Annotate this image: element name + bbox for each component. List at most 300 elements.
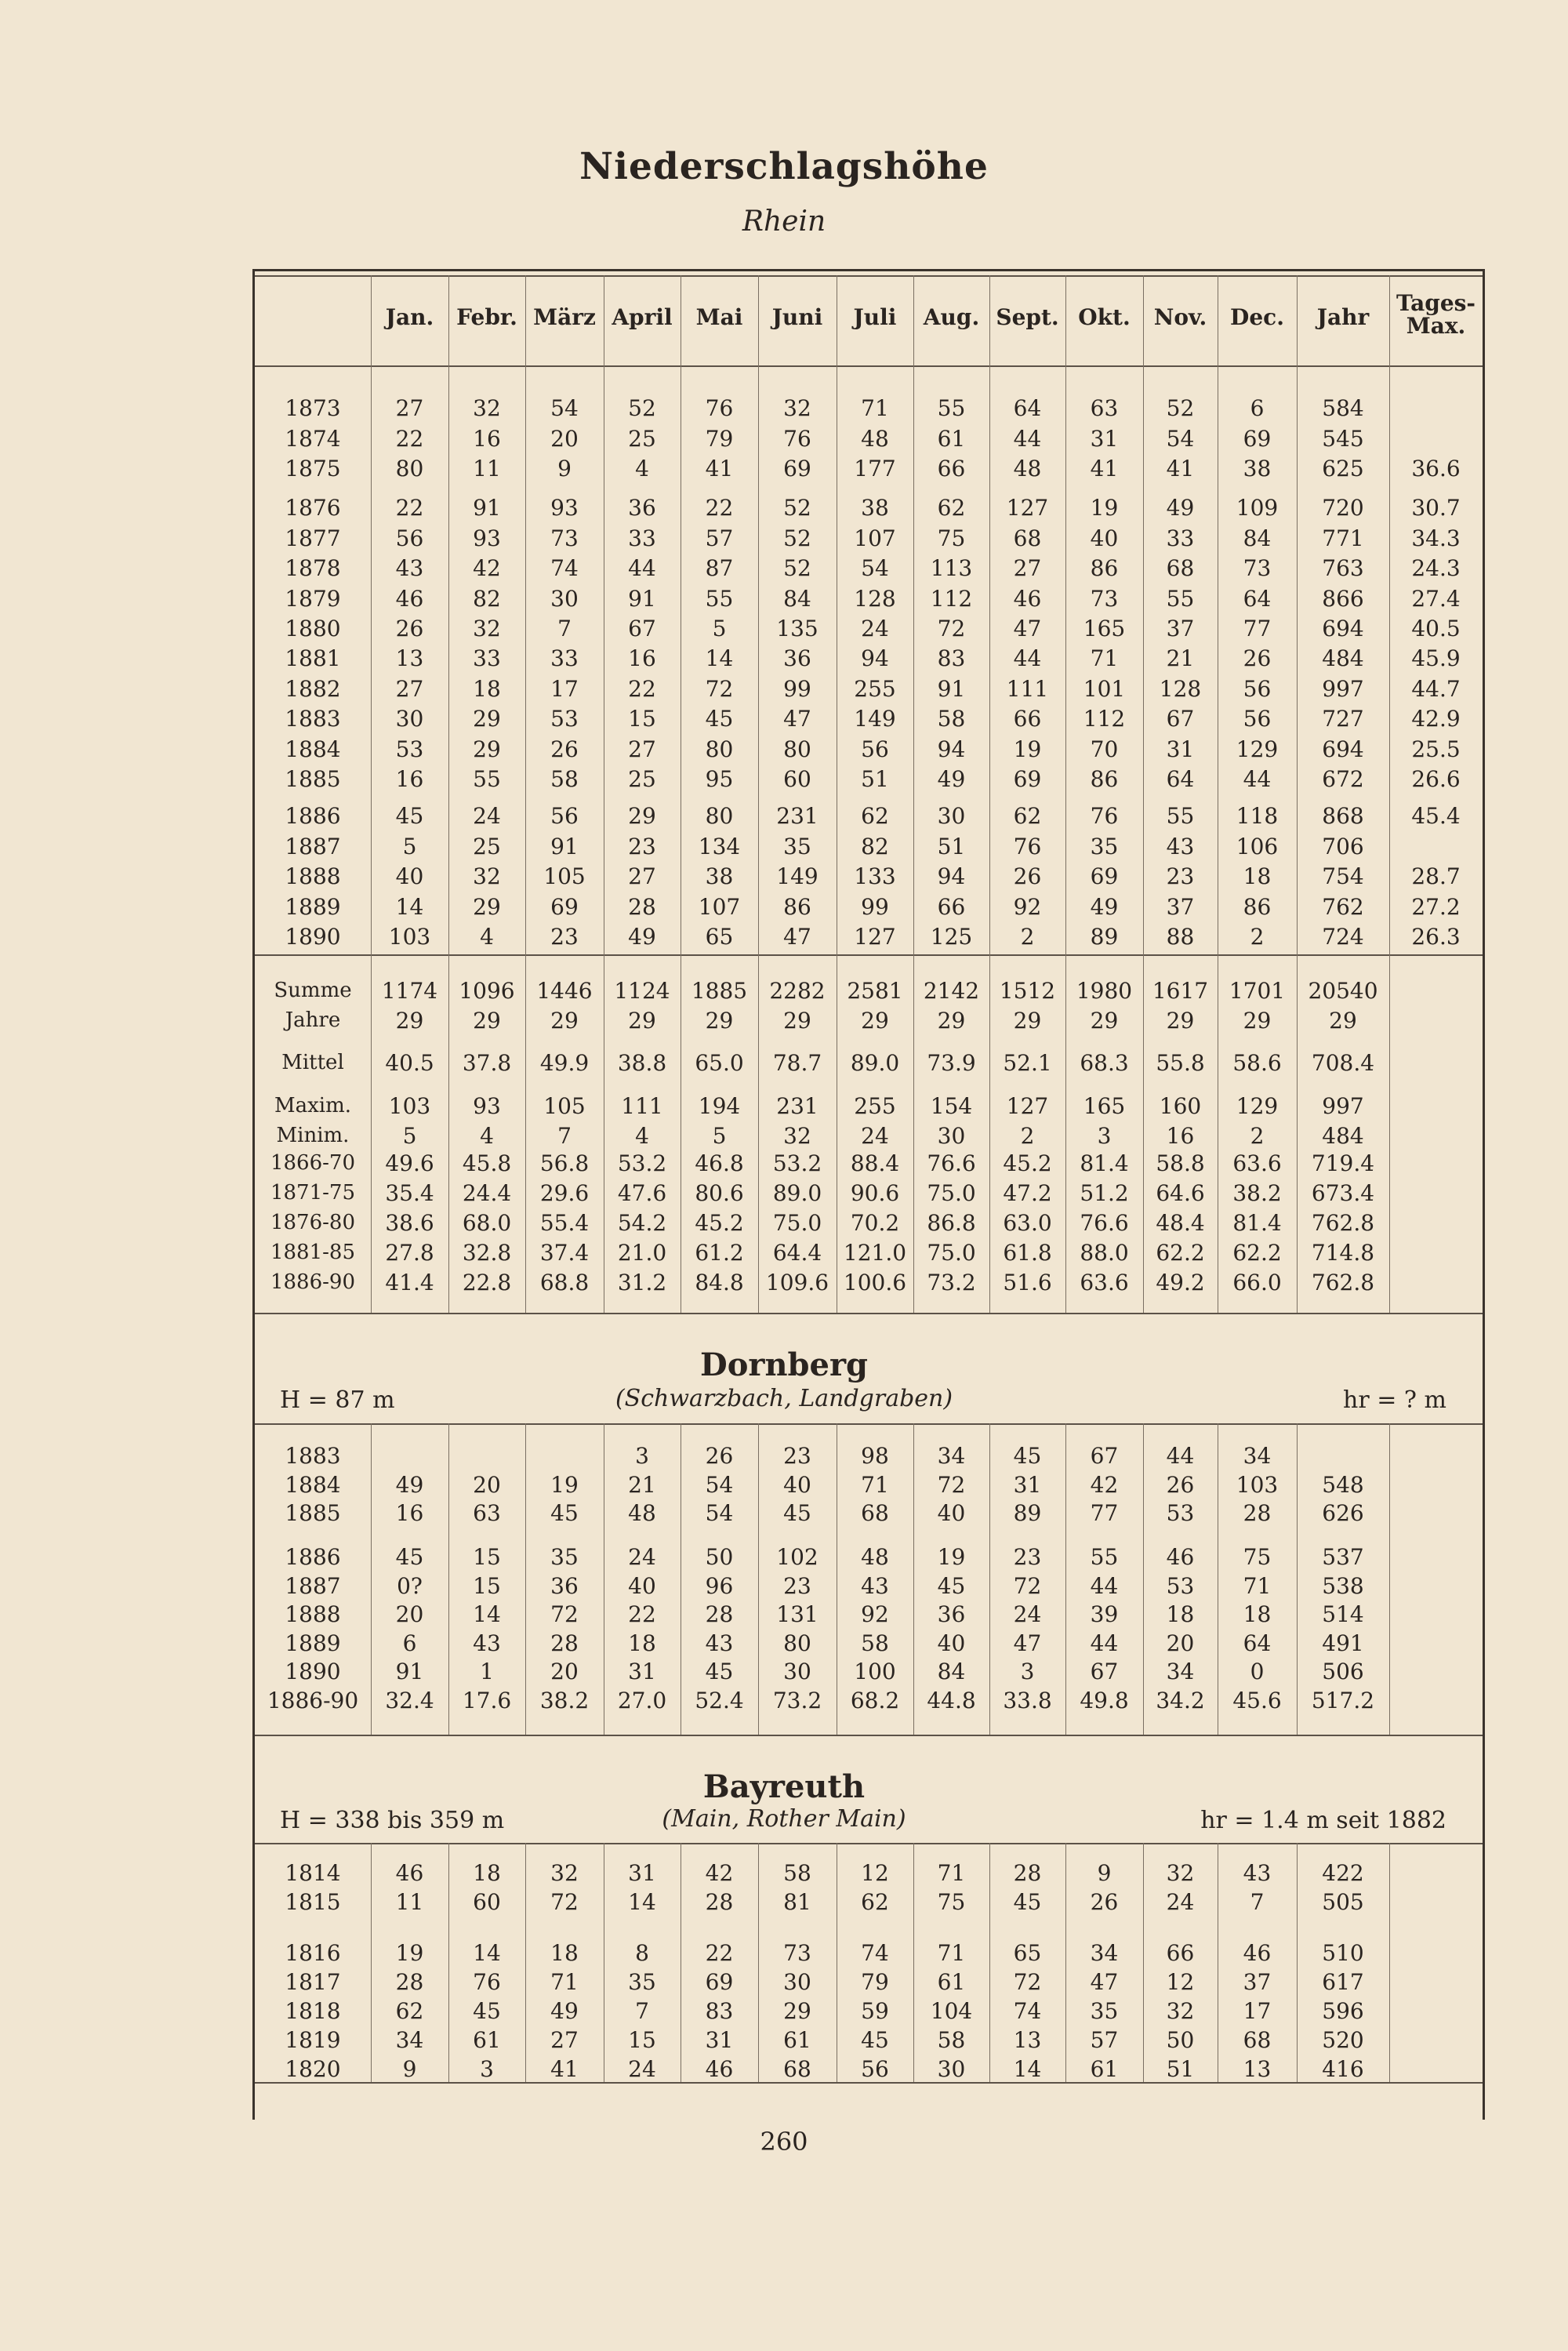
rhein-stat-g3-r2-c0: 1876-80 (270, 1211, 356, 1234)
dornberg-g1-r2-c12: 18 (1243, 1601, 1272, 1627)
rhein-stat-g0-r0-c1: 1174 (381, 978, 438, 1004)
dornberg-g1-r1-c5: 96 (705, 1572, 734, 1599)
rhein-year-g3-r3-c11: 37 (1166, 893, 1195, 920)
dornberg-g1-r4-c3: 20 (550, 1659, 579, 1684)
dornberg-g0-r0-c6: 23 (783, 1443, 811, 1469)
rhein-year-g3-r2-c4: 27 (628, 863, 656, 889)
rhein-year-g1-r2-c1: 43 (395, 555, 424, 581)
rhein-year-g1-r4-c0: 1880 (285, 616, 341, 641)
rhein-year-g1-r3-c7: 128 (854, 585, 896, 612)
dornberg-g0-r0-c12: 34 (1243, 1443, 1272, 1469)
rhein-stat-g3-r4-c4: 31.2 (617, 1270, 667, 1295)
rhein-year-g1-r3-c5: 55 (705, 585, 734, 612)
bayreuth-station-name: Bayreuth (702, 1768, 866, 1805)
dornberg-col-line-9 (989, 1423, 990, 1735)
rhein-year-g1-r1-c4: 33 (628, 525, 656, 551)
column-header-4: April (612, 304, 673, 330)
rhein-stats-rule (255, 954, 1483, 956)
rhein-year-g2-r3-c13: 694 (1322, 736, 1364, 762)
bayreuth-g1-r3-c13: 520 (1322, 2027, 1364, 2053)
bayreuth-g1-r4-c13: 416 (1322, 2056, 1364, 2082)
dornberg-g0-r1-c11: 26 (1166, 1471, 1195, 1498)
rhein-year-g3-r4-c5: 65 (705, 924, 734, 950)
dornberg-g0-r2-c9: 89 (1013, 1500, 1042, 1526)
dornberg-g2-r0-c5: 52.4 (695, 1688, 744, 1713)
rhein-year-g1-r4-c11: 37 (1166, 616, 1195, 641)
rhein-stat-g3-r0-c11: 58.8 (1156, 1150, 1205, 1176)
rhein-stat-g0-r1-c8: 29 (937, 1008, 966, 1034)
rhein-year-g0-r1-c9: 44 (1013, 425, 1042, 452)
dornberg-g1-r2-c11: 18 (1166, 1601, 1195, 1627)
rhein-stat-g2-r1-c0: Minim. (276, 1124, 350, 1147)
dornberg-col-line-6 (758, 1423, 759, 1735)
rhein-year-g0-r0-c11: 52 (1166, 395, 1195, 421)
rhein-year-g0-r0-c8: 55 (937, 395, 966, 421)
bayreuth-g0-r1-c13: 505 (1322, 1889, 1364, 1915)
rhein-year-g2-r4-c8: 49 (937, 766, 966, 792)
rhein-year-g3-r4-c3: 23 (550, 924, 579, 950)
rhein-year-g0-r0-c10: 63 (1090, 395, 1119, 421)
dornberg-g1-r1-c0: 1887 (285, 1572, 341, 1599)
rhein-stat-g2-r0-c6: 231 (776, 1093, 818, 1119)
rhein-stat-g3-r1-c3: 29.6 (539, 1180, 590, 1206)
rhein-stat-g3-r2-c3: 55.4 (539, 1210, 590, 1236)
rhein-year-g3-r1-c9: 76 (1013, 833, 1042, 859)
dornberg-g0-r1-c6: 40 (783, 1471, 811, 1498)
rhein-stat-g3-r1-c6: 89.0 (772, 1180, 822, 1206)
rhein-year-g0-r1-c10: 31 (1090, 425, 1119, 452)
rhein-year-g2-r1-c4: 22 (628, 675, 656, 702)
rhein-year-g3-r3-c4: 28 (628, 893, 656, 920)
bayreuth-g1-r2-c8: 104 (930, 1998, 973, 2024)
rhein-year-g3-r3-c12: 86 (1243, 893, 1272, 920)
rhein-year-g3-r4-c8: 125 (930, 924, 973, 950)
dornberg-g1-r3-c2: 43 (473, 1630, 501, 1656)
bayreuth-g1-r1-c0: 1817 (285, 1969, 341, 1995)
rhein-year-g2-r0-c7: 94 (861, 645, 889, 671)
bayreuth-g1-r4-c10: 61 (1090, 2056, 1119, 2082)
rhein-year-g2-r1-c10: 101 (1083, 675, 1126, 702)
rhein-year-g2-r0-c13: 484 (1322, 645, 1364, 671)
bayreuth-g1-r3-c10: 57 (1090, 2027, 1119, 2053)
rhein-year-g3-r3-c13: 762 (1322, 893, 1364, 920)
rhein-year-g2-r3-c3: 26 (550, 736, 579, 762)
rhein-stat-g3-r4-c12: 66.0 (1232, 1270, 1282, 1295)
dornberg-g1-r4-c2: 1 (480, 1659, 494, 1684)
bayreuth-g1-r0-c6: 73 (783, 1940, 811, 1966)
rhein-year-g1-r0-c3: 93 (550, 495, 579, 521)
rhein-year-g3-r2-c7: 133 (854, 863, 896, 889)
rhein-year-g2-r4-c3: 58 (550, 766, 579, 792)
rhein-stat-g3-r2-c5: 45.2 (695, 1210, 744, 1236)
rhein-year-g1-r3-c11: 55 (1166, 585, 1195, 612)
rhein-year-g2-r2-c4: 15 (628, 706, 656, 732)
rhein-year-g1-r1-c2: 93 (473, 525, 501, 551)
dornberg-g1-r4-c1: 91 (395, 1659, 424, 1684)
rhein-year-g3-r1-c8: 51 (937, 833, 966, 859)
rhein-year-g0-r2-c5: 41 (705, 456, 734, 481)
bayreuth-g1-r0-c13: 510 (1322, 1940, 1364, 1966)
dornberg-g1-r1-c4: 40 (628, 1572, 656, 1599)
bayreuth-g1-r0-c4: 8 (635, 1940, 649, 1966)
header-bottom-rule (255, 365, 1483, 367)
rhein-stat-g0-r0-c3: 1446 (536, 978, 593, 1004)
rhein-year-g1-r4-c13: 694 (1322, 616, 1364, 641)
dornberg-gauge-height: hr = ? m (1343, 1386, 1446, 1414)
rhein-year-g3-r3-c2: 29 (473, 893, 501, 920)
rhein-year-g3-r1-c5: 134 (698, 833, 741, 859)
rhein-year-g1-r4-c8: 72 (937, 616, 966, 641)
rhein-year-g3-r1-c4: 23 (628, 833, 656, 859)
bayreuth-g1-r3-c2: 61 (473, 2027, 501, 2053)
rhein-stat-g3-r1-c5: 80.6 (695, 1180, 744, 1206)
rhein-stat-g2-r1-c11: 16 (1166, 1123, 1195, 1149)
rhein-stat-g0-r0-c10: 1980 (1076, 978, 1133, 1004)
rhein-stat-g3-r2-c9: 63.0 (1003, 1210, 1052, 1236)
rhein-stat-g3-r2-c6: 75.0 (772, 1210, 822, 1236)
bayreuth-g1-r3-c11: 50 (1166, 2027, 1195, 2053)
rhein-year-g0-r2-c11: 41 (1166, 456, 1195, 481)
dornberg-g0-r2-c5: 54 (705, 1500, 734, 1526)
rhein-year-g1-r4-c6: 135 (776, 616, 818, 641)
rhein-year-g0-r2-c7: 177 (854, 456, 896, 481)
rhein-year-g1-r4-c7: 24 (861, 616, 889, 641)
rhein-year-g1-r1-c1: 56 (395, 525, 424, 551)
rhein-year-g1-r2-c10: 86 (1090, 555, 1119, 581)
rhein-year-g1-r3-c12: 64 (1243, 585, 1272, 612)
rhein-year-g2-r3-c7: 56 (861, 736, 889, 762)
rhein-year-g0-r2-c4: 4 (635, 456, 649, 481)
rhein-year-g2-r2-c6: 47 (783, 706, 811, 732)
bayreuth-g1-r0-c12: 46 (1243, 1940, 1272, 1966)
bayreuth-g0-r0-c8: 71 (937, 1860, 966, 1886)
rhein-stat-g3-r3-c2: 32.8 (462, 1240, 512, 1266)
rhein-stat-g1-r0-c1: 40.5 (385, 1050, 434, 1076)
rhein-year-g3-r3-c0: 1889 (285, 893, 341, 920)
rhein-year-g0-r2-c13: 625 (1322, 456, 1364, 481)
rhein-year-g2-r1-c5: 72 (705, 675, 734, 702)
bayreuth-col-line-8 (913, 1843, 914, 2082)
rhein-stat-g2-r1-c3: 7 (557, 1123, 572, 1149)
rhein-year-g0-r1-c13: 545 (1322, 425, 1364, 452)
dornberg-g1-r2-c9: 24 (1013, 1601, 1042, 1627)
rhein-stat-g0-r0-c4: 1124 (614, 978, 670, 1004)
rhein-year-g1-r0-c7: 38 (861, 495, 889, 521)
rhein-col-line-14 (1389, 275, 1390, 1313)
rhein-year-g2-r2-c8: 58 (937, 706, 966, 732)
rhein-year-g1-r0-c1: 22 (395, 495, 424, 521)
rhein-year-g3-r1-c2: 25 (473, 833, 501, 859)
bayreuth-top-rule (255, 1843, 1483, 1844)
bayreuth-g1-r3-c4: 15 (628, 2027, 656, 2053)
dornberg-g1-r0-c1: 45 (395, 1544, 424, 1570)
rhein-year-g0-r0-c3: 54 (550, 395, 579, 421)
dornberg-g1-r3-c8: 40 (937, 1630, 966, 1656)
dornberg-g1-r3-c11: 20 (1166, 1630, 1195, 1656)
bayreuth-g1-r0-c2: 14 (473, 1940, 501, 1966)
bayreuth-g0-r1-c8: 75 (937, 1889, 966, 1915)
bayreuth-g0-r1-c0: 1815 (285, 1889, 341, 1915)
rhein-stat-g3-r2-c13: 762.8 (1311, 1210, 1375, 1236)
rhein-year-g3-r4-c0: 1890 (285, 924, 341, 950)
rhein-stat-g3-r1-c12: 38.2 (1232, 1180, 1282, 1206)
rhein-year-g1-r2-c2: 42 (473, 555, 501, 581)
rhein-stat-g0-r0-c8: 2142 (923, 978, 980, 1004)
bayreuth-g0-r0-c10: 9 (1097, 1860, 1112, 1886)
bayreuth-g1-r4-c5: 46 (705, 2056, 734, 2082)
rhein-year-g0-r1-c12: 69 (1243, 425, 1272, 452)
dornberg-g2-r0-c9: 33.8 (1003, 1688, 1052, 1713)
rhein-year-g1-r3-c2: 82 (473, 585, 501, 612)
bayreuth-g1-r2-c2: 45 (473, 1998, 501, 2024)
bayreuth-g0-r1-c5: 28 (705, 1889, 734, 1915)
rhein-year-g1-r1-c6: 52 (783, 525, 811, 551)
bayreuth-g0-r0-c12: 43 (1243, 1860, 1272, 1886)
bayreuth-g1-r3-c6: 61 (783, 2027, 811, 2053)
rhein-stat-g3-r4-c10: 63.6 (1080, 1270, 1129, 1295)
rhein-year-g2-r0-c4: 16 (628, 645, 656, 671)
rhein-stat-g1-r0-c6: 78.7 (772, 1050, 822, 1076)
rhein-year-g3-r3-c1: 14 (395, 893, 424, 920)
rhein-stat-g0-r1-c4: 29 (628, 1008, 656, 1034)
rhein-year-g2-r0-c10: 71 (1090, 645, 1119, 671)
bayreuth-g1-r0-c8: 71 (937, 1940, 966, 1966)
rhein-year-g3-r0-c6: 231 (776, 803, 818, 829)
rhein-year-g3-r3-c8: 66 (937, 893, 966, 920)
rhein-year-g1-r1-c11: 33 (1166, 525, 1195, 551)
rhein-year-g2-r2-c12: 56 (1243, 706, 1272, 732)
rhein-year-g0-r2-c9: 48 (1013, 456, 1042, 481)
dornberg-g1-r1-c11: 53 (1166, 1572, 1195, 1599)
column-header-13: Jahr (1316, 304, 1370, 330)
rhein-year-g1-r2-c7: 54 (861, 555, 889, 581)
rhein-year-g3-r2-c10: 69 (1090, 863, 1119, 889)
rhein-stat-g3-r0-c5: 46.8 (695, 1150, 744, 1176)
rhein-stat-g3-r2-c7: 70.2 (850, 1210, 900, 1236)
rhein-year-g2-r4-c11: 64 (1166, 766, 1195, 792)
rhein-stat-g2-r0-c9: 127 (1006, 1093, 1049, 1119)
column-header-11: Nov. (1153, 304, 1207, 330)
dornberg-g1-r1-c1: 0? (397, 1572, 423, 1599)
rhein-stat-g3-r3-c3: 37.4 (539, 1240, 590, 1266)
rhein-year-g0-r2-c6: 69 (783, 456, 811, 481)
dornberg-g1-r3-c3: 28 (550, 1630, 579, 1656)
dornberg-col-line-2 (448, 1423, 449, 1735)
rhein-year-g1-r3-c9: 46 (1013, 585, 1042, 612)
rhein-stat-g2-r1-c13: 484 (1322, 1123, 1364, 1149)
bayreuth-col-line-13 (1297, 1843, 1298, 2082)
rhein-year-g2-r4-c5: 95 (705, 766, 734, 792)
rhein-year-g3-r4-c7: 127 (854, 924, 896, 950)
rhein-year-g2-r1-c13: 997 (1322, 675, 1364, 702)
rhein-year-g0-r2-c2: 11 (473, 456, 501, 481)
rhein-year-g0-r2-c8: 66 (937, 456, 966, 481)
rhein-stat-g2-r1-c6: 32 (783, 1123, 811, 1149)
bayreuth-g0-r0-c13: 422 (1322, 1860, 1364, 1886)
bayreuth-g0-r0-c4: 31 (628, 1860, 656, 1886)
rhein-stat-g3-r4-c6: 109.6 (765, 1270, 829, 1295)
rhein-stat-g1-r0-c5: 65.0 (695, 1050, 744, 1076)
rhein-stat-g0-r0-c13: 20540 (1308, 978, 1378, 1004)
rhein-year-g2-r4-c7: 51 (861, 766, 889, 792)
dornberg-g1-r4-c5: 45 (705, 1659, 734, 1684)
rhein-year-g3-r4-c11: 88 (1166, 924, 1195, 950)
dornberg-g0-r0-c4: 3 (635, 1443, 649, 1469)
rhein-year-g3-r0-c5: 80 (705, 803, 734, 829)
rhein-year-g3-r2-c1: 40 (395, 863, 424, 889)
rhein-year-g3-r1-c3: 91 (550, 833, 579, 859)
rhein-stat-g1-r0-c0: Mittel (281, 1051, 344, 1074)
rhein-year-g0-r2-c12: 38 (1243, 456, 1272, 481)
rhein-stat-g3-r0-c9: 45.2 (1003, 1150, 1052, 1176)
rhein-stat-g3-r0-c3: 56.8 (539, 1150, 590, 1176)
rhein-year-g3-r0-c13: 868 (1322, 803, 1364, 829)
bayreuth-g1-r1-c5: 69 (705, 1969, 734, 1995)
rhein-stat-g3-r3-c6: 64.4 (772, 1240, 822, 1266)
rhein-stat-g0-r1-c10: 29 (1090, 1008, 1119, 1034)
column-header-9: Sept. (996, 304, 1059, 330)
bayreuth-g1-r1-c2: 76 (473, 1969, 501, 1995)
bayreuth-g1-r2-c7: 59 (861, 1998, 889, 2024)
dornberg-g1-r3-c6: 80 (783, 1630, 811, 1656)
rhein-col-line-1 (371, 275, 372, 1313)
rhein-year-g3-r0-c0: 1886 (285, 803, 341, 829)
rhein-year-g0-r2-c3: 9 (557, 456, 572, 481)
rhein-year-g2-r4-c4: 25 (628, 766, 656, 792)
rhein-year-g0-r0-c6: 32 (783, 395, 811, 421)
rhein-year-g1-r4-c2: 32 (473, 616, 501, 641)
bayreuth-g1-r1-c9: 72 (1013, 1969, 1042, 1995)
rhein-year-g0-r1-c7: 48 (861, 425, 889, 452)
rhein-year-g2-r2-c13: 727 (1322, 706, 1364, 732)
rhein-stat-g0-r0-c5: 1885 (691, 978, 748, 1004)
bayreuth-g1-r3-c7: 45 (861, 2027, 889, 2053)
dornberg-g2-r0-c12: 45.6 (1232, 1688, 1282, 1713)
bayreuth-g1-r4-c8: 30 (937, 2056, 966, 2082)
rhein-year-g2-r4-c2: 55 (473, 766, 501, 792)
rhein-year-g3-r3-c6: 86 (783, 893, 811, 920)
rhein-year-g1-r0-c13: 720 (1322, 495, 1364, 521)
bayreuth-g1-r2-c3: 49 (550, 1998, 579, 2024)
bayreuth-g1-r1-c3: 71 (550, 1969, 579, 1995)
rhein-stat-g2-r1-c7: 24 (861, 1123, 889, 1149)
bayreuth-col-line-10 (1065, 1843, 1066, 2082)
rhein-col-line-8 (913, 275, 914, 1313)
rhein-year-g3-r2-c5: 38 (705, 863, 734, 889)
rhein-year-g0-r1-c0: 1874 (285, 425, 341, 452)
rhein-year-g3-r3-c3: 69 (550, 893, 579, 920)
dornberg-g1-r1-c7: 43 (861, 1572, 889, 1599)
dornberg-g1-r2-c6: 131 (776, 1601, 818, 1627)
rhein-stat-g3-r1-c8: 75.0 (927, 1180, 976, 1206)
rhein-year-g2-r2-c9: 66 (1013, 706, 1042, 732)
rhein-year-g3-r1-c11: 43 (1166, 833, 1195, 859)
column-header-6: Juni (771, 304, 823, 330)
rhein-stat-g3-r0-c8: 76.6 (927, 1150, 976, 1176)
bayreuth-col-line-9 (989, 1843, 990, 2082)
dornberg-g0-r2-c8: 40 (937, 1500, 966, 1526)
dornberg-g0-r1-c12: 103 (1236, 1471, 1279, 1498)
dornberg-col-line-14 (1389, 1423, 1390, 1735)
rhein-stat-g3-r4-c1: 41.4 (385, 1270, 434, 1295)
rhein-stat-g1-r0-c11: 55.8 (1156, 1050, 1205, 1076)
rhein-year-g0-r2-c1: 80 (395, 456, 424, 481)
rhein-year-g0-r0-c4: 52 (628, 395, 656, 421)
rhein-stat-g3-r4-c2: 22.8 (462, 1270, 512, 1295)
rhein-stat-g3-r3-c8: 75.0 (927, 1240, 976, 1266)
rhein-stat-g3-r0-c12: 63.6 (1232, 1150, 1282, 1176)
dornberg-g0-r2-c13: 626 (1322, 1500, 1364, 1526)
dornberg-g0-r1-c4: 21 (628, 1471, 656, 1498)
bayreuth-g0-r1-c6: 81 (783, 1889, 811, 1915)
rhein-year-g3-r0-c10: 76 (1090, 803, 1119, 829)
rhein-stat-g3-r3-c4: 21.0 (617, 1240, 667, 1266)
rhein-year-g2-r0-c3: 33 (550, 645, 579, 671)
dornberg-g2-r0-c2: 17.6 (462, 1688, 512, 1713)
dornberg-g1-r3-c0: 1889 (285, 1630, 341, 1656)
dornberg-g1-r2-c1: 20 (395, 1601, 424, 1627)
page-title: Niederschlagshöhe (579, 145, 989, 188)
dornberg-g0-r0-c10: 67 (1090, 1443, 1119, 1469)
rhein-year-g3-r0-c1: 45 (395, 803, 424, 829)
dornberg-g0-r0-c11: 44 (1166, 1443, 1195, 1469)
header-top-rule (255, 275, 1483, 277)
rhein-year-g1-r0-c4: 36 (628, 495, 656, 521)
bayreuth-g1-r0-c1: 19 (395, 1940, 424, 1966)
bayreuth-col-line-3 (525, 1843, 526, 2082)
rhein-year-g2-r3-c9: 19 (1013, 736, 1042, 762)
column-header-14: Tages- Max. (1396, 290, 1476, 340)
dornberg-g0-r2-c1: 16 (395, 1500, 424, 1526)
rhein-year-g3-r2-c9: 26 (1013, 863, 1042, 889)
rhein-year-g1-r1-c3: 73 (550, 525, 579, 551)
rhein-year-g3-r2-c6: 149 (776, 863, 818, 889)
dornberg-g1-r2-c10: 39 (1090, 1601, 1119, 1627)
dornberg-g1-r0-c9: 23 (1013, 1544, 1042, 1570)
bayreuth-g1-r1-c13: 617 (1322, 1969, 1364, 1995)
rhein-year-g1-r3-c6: 84 (783, 585, 811, 612)
rhein-stat-g2-r0-c0: Maxim. (274, 1094, 352, 1117)
rhein-stat-g1-r0-c3: 49.9 (539, 1050, 590, 1076)
rhein-year-g1-r1-c7: 107 (854, 525, 896, 551)
bayreuth-g0-r1-c1: 11 (395, 1889, 424, 1915)
rhein-stat-g2-r0-c8: 154 (930, 1093, 973, 1119)
rhein-stat-g2-r0-c11: 160 (1159, 1093, 1202, 1119)
page-number: 260 (760, 2127, 808, 2157)
bayreuth-g1-r1-c12: 37 (1243, 1969, 1272, 1995)
rhein-stat-g3-r3-c12: 62.2 (1232, 1240, 1282, 1266)
bayreuth-col-line-11 (1143, 1843, 1144, 2082)
dornberg-g2-r0-c1: 32.4 (385, 1688, 434, 1713)
rhein-year-g1-r4-c5: 5 (712, 616, 727, 641)
rhein-year-g2-r4-c13: 672 (1322, 766, 1364, 792)
rhein-year-g1-r1-c12: 84 (1243, 525, 1272, 551)
column-header-7: Juli (853, 304, 897, 330)
rhein-stat-g3-r3-c11: 62.2 (1156, 1240, 1205, 1266)
rhein-year-g3-r2-c14: 28.7 (1411, 863, 1461, 889)
bayreuth-g1-r0-c5: 22 (705, 1940, 734, 1966)
rhein-stat-g3-r3-c9: 61.8 (1003, 1240, 1052, 1266)
bayreuth-g0-r1-c3: 72 (550, 1889, 579, 1915)
rhein-stat-g0-r0-c9: 1512 (999, 978, 1056, 1004)
bayreuth-g0-r0-c7: 12 (861, 1860, 889, 1886)
rhein-year-g2-r4-c1: 16 (395, 766, 424, 792)
bayreuth-g1-r3-c5: 31 (705, 2027, 734, 2053)
dornberg-g1-r0-c6: 102 (776, 1544, 818, 1570)
rhein-year-g2-r2-c10: 112 (1083, 706, 1126, 732)
dornberg-g1-r3-c10: 44 (1090, 1630, 1119, 1656)
rhein-year-g3-r0-c2: 24 (473, 803, 501, 829)
